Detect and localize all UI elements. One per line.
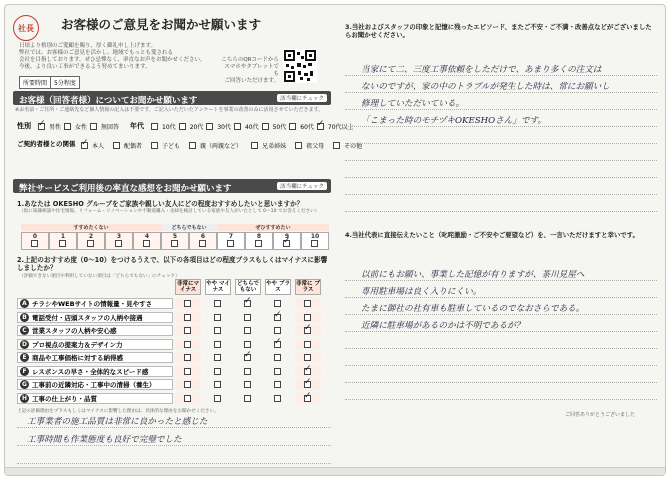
- age-option: 10代: [162, 123, 176, 131]
- gender-checkbox[interactable]: [38, 123, 45, 130]
- ruled-line: [345, 177, 657, 178]
- q2-item-label: 営業スタッフの人柄や安心感: [32, 327, 117, 335]
- age-option: 50代: [272, 123, 287, 131]
- q2-rating-cell[interactable]: [175, 393, 201, 404]
- age-option: 60代: [300, 123, 314, 131]
- q2-rating-cell[interactable]: [265, 393, 291, 404]
- q2-rating-cell[interactable]: [235, 366, 261, 377]
- survey-sheet: [4, 4, 666, 476]
- q2-footnote: 上記の評価理由をプラスもしくはマイナスに影響した理由は、具体的な理由をお聞かせください。: [17, 409, 219, 414]
- q2-item-row: [17, 312, 173, 323]
- age-option: 70代以上: [327, 123, 354, 131]
- nps-option-label: 7: [228, 233, 234, 240]
- intro-line: 今後、より良い工事ができるよう努めてまいります。: [19, 64, 151, 70]
- q2-rating-checkbox[interactable]: [274, 354, 281, 361]
- q2-item-label: レスポンスの早さ・全体的なスピード感: [32, 367, 149, 376]
- ruled-line: [345, 331, 657, 332]
- handwritten-answer-line: 以前にもお願い、事業した記憶が有りますが、茶川見屋へ: [361, 270, 585, 280]
- q2-item-row: [17, 379, 173, 390]
- age-option: 40代: [244, 123, 259, 131]
- nps-option-4[interactable]: [133, 232, 161, 250]
- ruled-line: [345, 160, 657, 161]
- check-note: 該当欄にチェック: [277, 182, 327, 190]
- q2-rating-cell[interactable]: [295, 339, 321, 350]
- q2-rating-cell[interactable]: [175, 366, 201, 377]
- q2-rating-checkbox[interactable]: [244, 300, 251, 307]
- nps-option-10[interactable]: [301, 232, 329, 250]
- nps-option-8[interactable]: [245, 232, 273, 250]
- ruled-line: [345, 399, 657, 400]
- age-checkbox[interactable]: [234, 123, 241, 130]
- nps-checkbox[interactable]: [227, 240, 234, 247]
- q2-rating-checkbox[interactable]: [214, 368, 221, 375]
- ruled-line: [345, 126, 657, 127]
- customer-section-header: [13, 91, 331, 105]
- age-checkbox[interactable]: [179, 123, 186, 130]
- age-checkbox[interactable]: [317, 123, 324, 130]
- q2-rating-cell[interactable]: [295, 352, 321, 363]
- nps-option-0[interactable]: [21, 232, 49, 250]
- ruled-line: [345, 75, 657, 76]
- relation-row: [17, 139, 362, 150]
- q2-rating-checkbox[interactable]: [244, 341, 251, 348]
- handwritten-answer-line: 近隣に駐車場があるのかは不明であるが？: [361, 321, 525, 331]
- q2-rating-checkbox[interactable]: [304, 395, 311, 402]
- q2-rating-cell[interactable]: [205, 325, 231, 336]
- q2-rating-checkbox[interactable]: [244, 354, 251, 361]
- q2-item-label: チラシやWEBサイトの情報量・見やすさ: [32, 300, 153, 308]
- q2-rating-checkbox[interactable]: [184, 368, 191, 375]
- q2-rating-cell[interactable]: [265, 379, 291, 390]
- q2-rating-checkbox[interactable]: [214, 395, 221, 402]
- age-checkbox[interactable]: [289, 123, 296, 130]
- handwritten-answer-line: 「こまった時のモチヅキOKESHOさん」です。: [361, 116, 547, 126]
- ruled-line: [345, 92, 657, 93]
- ruled-line: [345, 314, 657, 315]
- president-stamp: [13, 15, 39, 41]
- q2-rating-cell[interactable]: [295, 312, 321, 323]
- q2-rating-checkbox[interactable]: [304, 368, 311, 375]
- q2-rating-cell[interactable]: [175, 325, 201, 336]
- nps-option-3[interactable]: [105, 232, 133, 250]
- qr-code-icon[interactable]: [283, 49, 317, 83]
- relation-checkbox[interactable]: [81, 142, 88, 149]
- q2-rating-checkbox[interactable]: [304, 300, 311, 307]
- q2-rating-checkbox[interactable]: [184, 314, 191, 321]
- q2-text: 2.上記のおすすめ度（0〜10）をつけるうえで、以下の各項目はどの程度プラスもしくはマイナスに影響しましたか？: [17, 256, 328, 272]
- nps-option-5[interactable]: [161, 232, 189, 250]
- age-checkbox[interactable]: [206, 123, 213, 130]
- age-checkbox[interactable]: [151, 123, 158, 130]
- relation-checkbox[interactable]: [295, 142, 302, 149]
- nps-scale: [21, 224, 329, 250]
- q2-rating-checkbox[interactable]: [184, 341, 191, 348]
- relation-label: ご契約者様との関係: [17, 140, 76, 148]
- q2-column-header: やや プラス: [266, 281, 290, 293]
- gender-checkbox[interactable]: [90, 123, 97, 130]
- relation-option: 子ども: [162, 143, 181, 150]
- q2-rating-checkbox[interactable]: [214, 354, 221, 361]
- relation-checkbox[interactable]: [189, 142, 196, 149]
- nps-option-label: 4: [144, 233, 150, 240]
- gender-checkbox[interactable]: [64, 123, 71, 130]
- handwritten-answer-line: 修理していただいている。: [361, 99, 465, 109]
- q2-rating-cell[interactable]: [235, 339, 261, 350]
- nps-option-label: 3: [116, 233, 122, 240]
- relation-option: その他: [344, 143, 363, 150]
- ruled-line: [17, 463, 331, 464]
- intro-text: [19, 43, 219, 71]
- q2-rating-checkbox[interactable]: [214, 381, 221, 388]
- q2-rating-checkbox[interactable]: [214, 300, 221, 307]
- gender-row: [17, 121, 354, 131]
- q2-rating-cell[interactable]: [235, 352, 261, 363]
- nps-cells: [21, 232, 329, 250]
- gender-option: 女性: [75, 123, 88, 131]
- relation-option: 本人: [92, 143, 105, 150]
- q2-item-label: 商品や工事価格に対する納得感: [32, 354, 123, 362]
- gender-option: 男性: [49, 123, 62, 131]
- q2-rating-cell[interactable]: [175, 298, 201, 309]
- q2-item-row: [17, 352, 173, 363]
- ruled-line: [345, 143, 657, 144]
- q2-rating-cell[interactable]: [265, 352, 291, 363]
- q2-rating-checkbox[interactable]: [304, 341, 311, 348]
- qr-caption: [219, 57, 279, 85]
- q2-rating-checkbox[interactable]: [304, 327, 311, 334]
- q2-rating-cell[interactable]: [295, 325, 321, 336]
- nps-checkbox[interactable]: [87, 240, 94, 247]
- relation-option: 配偶者: [124, 143, 143, 150]
- nps-option-6[interactable]: [189, 232, 217, 250]
- nps-option-label: 1: [60, 233, 66, 240]
- customer-section-title: お客様（回答者様）についてお聞かせ願います: [19, 96, 198, 106]
- age-checkbox[interactable]: [262, 123, 269, 130]
- qr-line: こちらのQRコードから: [221, 57, 279, 63]
- handwritten-answer-line: 工事時間も作業態度も良好で完璧でした: [27, 435, 182, 445]
- ruled-line: [345, 365, 657, 366]
- relation-option: 祖父母: [306, 143, 325, 150]
- relation-checkbox[interactable]: [151, 142, 158, 149]
- time-badge: [19, 76, 80, 89]
- q2-rating-checkbox[interactable]: [214, 327, 221, 334]
- q2-rating-cell[interactable]: [265, 298, 291, 309]
- q2-rating-cell[interactable]: [235, 325, 261, 336]
- q2-item-letter: D: [20, 340, 29, 349]
- q2-item-letter: A: [20, 299, 29, 308]
- q2-rating-checkbox[interactable]: [274, 327, 281, 334]
- nps-checkbox[interactable]: [311, 240, 318, 247]
- nps-checkbox[interactable]: [171, 240, 178, 247]
- nps-checkbox[interactable]: [115, 240, 122, 247]
- q2-item-row: [17, 325, 173, 336]
- q2-rating-checkbox[interactable]: [184, 327, 191, 334]
- relation-option: 親（両親など）: [200, 143, 243, 150]
- nps-checkbox[interactable]: [255, 240, 262, 247]
- ruled-line: [345, 348, 657, 349]
- q2-column-header: どちらでもない: [235, 279, 261, 295]
- q2-rating-cell[interactable]: [205, 339, 231, 350]
- service-section-header: [13, 179, 331, 193]
- q2-rating-checkbox[interactable]: [304, 381, 311, 388]
- q2-item-letter: H: [21, 394, 28, 402]
- q2-rating-cell[interactable]: [235, 379, 261, 390]
- q2-rating-cell[interactable]: [235, 393, 261, 404]
- q2-rating-cell[interactable]: [175, 352, 201, 363]
- q2-item-label: 工事の仕上がり・品質: [32, 394, 97, 403]
- nps-option-label: 10: [310, 233, 320, 240]
- q2-column-header: 非常に プラス: [296, 281, 320, 293]
- ruled-line: [345, 194, 657, 195]
- q1-subtext: （仮に知識相談や住宅情報、リフォーム・リノベーションや不動産購入・売却を検討している家族や友人がいたとして 0〜10 でお答えください）: [19, 209, 320, 214]
- q2-rating-checkbox[interactable]: [274, 395, 281, 402]
- nps-label-mid: どちらでもない: [161, 224, 217, 231]
- q2-rating-cell[interactable]: [265, 325, 291, 336]
- q2-item-letter: E: [20, 353, 29, 362]
- q2-rating-cell[interactable]: [175, 339, 201, 350]
- privacy-note: ※お名前・ご住所・ご連絡先など個人情報の記入は不要です。ご記入いただいたアンケートを事業の改善のみに活用させていただきます。: [15, 107, 324, 113]
- age-label: 年代: [130, 122, 145, 130]
- q2-rating-cell[interactable]: [205, 298, 231, 309]
- page-title: お客様のご意見をお聞かせ願います: [61, 17, 262, 32]
- nps-option-label: 0: [32, 233, 38, 240]
- q2-rating-checkbox[interactable]: [244, 381, 251, 388]
- age-option: 30代: [217, 123, 231, 131]
- q2-rating-cell[interactable]: [265, 312, 291, 323]
- q2-item-row: [17, 393, 173, 404]
- qr-line: スマホやタブレットでも: [224, 64, 279, 77]
- q2-item-letter: C: [20, 326, 29, 335]
- intro-line: 会社を目指しております。ぜひ忌憚なく、率直なお声をお聞かせください。: [19, 57, 206, 63]
- nps-option-7[interactable]: [217, 232, 245, 250]
- nps-option-2[interactable]: [77, 232, 105, 250]
- q2-rating-cell[interactable]: [295, 379, 321, 390]
- ruled-line: [345, 211, 657, 212]
- q2-item-row: [17, 366, 173, 377]
- q2-column-header: やや マイナス: [206, 281, 230, 293]
- nps-label-low: すすめたくない: [21, 224, 161, 231]
- handwritten-answer-line: たまに御社の社有車も駐車しているのでなおさらである。: [361, 304, 585, 314]
- qr-line: ご回答いただけます。: [224, 78, 279, 84]
- q2-rating-cell[interactable]: [175, 379, 201, 390]
- q2-rating-checkbox[interactable]: [214, 341, 221, 348]
- handwritten-answer-line: 当家にて二、三度工事依頼をしただけで、あまり多くの注文は: [361, 65, 602, 75]
- q2-rating-checkbox[interactable]: [304, 354, 311, 361]
- ruled-line: [345, 382, 657, 383]
- gender-option: 無回答: [101, 123, 120, 131]
- stamp-text: 社長: [18, 23, 34, 33]
- q4-text: 4.当社代表に直接伝えたいこと（叱咤激励・ご不安やご要望など）を、一言いただけますと幸いです。: [345, 231, 639, 239]
- q2-rating-checkbox[interactable]: [274, 314, 281, 321]
- q2-rating-cell[interactable]: [205, 312, 231, 323]
- bottom-border: [5, 467, 665, 475]
- q2-rating-cell[interactable]: [295, 393, 321, 404]
- q2-rating-checkbox[interactable]: [244, 327, 251, 334]
- nps-checkbox[interactable]: [31, 240, 38, 247]
- nps-option-9[interactable]: [273, 232, 301, 250]
- q2-item-label: 電話受付・店頭スタッフの人柄や接遇: [32, 313, 143, 322]
- relation-checkbox[interactable]: [113, 142, 120, 149]
- q1-text: 1.あなたは OKESHO グループをご家族や親しい友人にどの程度おすすめしたいと思いますか？: [17, 200, 304, 208]
- relation-checkbox[interactable]: [251, 142, 258, 149]
- q2-rating-cell[interactable]: [205, 352, 231, 363]
- q2-rating-cell[interactable]: [295, 298, 321, 309]
- q2-rating-checkbox[interactable]: [244, 395, 251, 402]
- q2-rating-checkbox[interactable]: [184, 354, 191, 361]
- nps-option-1[interactable]: [49, 232, 77, 250]
- q2-rating-cell[interactable]: [175, 312, 201, 323]
- q2-rating-cell[interactable]: [205, 379, 231, 390]
- intro-line: 弊社では、お客様のご意見を活かし、地域でもっとも愛される: [19, 50, 174, 56]
- ruled-line: [17, 427, 331, 428]
- q2-rating-cell[interactable]: [235, 298, 261, 309]
- ruled-line: [345, 297, 657, 298]
- q2-rating-checkbox[interactable]: [274, 368, 281, 375]
- q2-item-label: プロ視点の提案力＆デザイン力: [32, 340, 123, 349]
- q2-rating-cell[interactable]: [205, 393, 231, 404]
- q2-rating-cell[interactable]: [265, 366, 291, 377]
- relation-option: 兄弟姉妹: [262, 143, 287, 150]
- handwritten-answer-line: ないのですが、家の中のトラブルが発生した時は、常にお願いし: [361, 82, 610, 92]
- nps-option-label: 5: [172, 233, 178, 240]
- q2-rating-checkbox[interactable]: [274, 341, 281, 348]
- thanks-footer: ご回答ありがとうございました: [565, 412, 636, 418]
- gender-label: 性別: [17, 122, 31, 130]
- q2-rating-checkbox[interactable]: [214, 314, 221, 321]
- intro-line: 日頃より格別のご愛顧を賜り、厚く御礼申し上げます。: [19, 43, 157, 49]
- q3-text: 3.当社およびスタッフの印象と記憶に残ったエピソード、またご不安・ご不満・改善点などがございましたらお聞かせください。: [345, 23, 652, 39]
- q2-rating-cell[interactable]: [235, 312, 261, 323]
- q2-rating-checkbox[interactable]: [184, 300, 191, 307]
- age-option: 20代: [189, 123, 204, 131]
- q2-item-letter: G: [20, 380, 29, 389]
- q2-item-label: 工事前の近隣対応・工事中の清掃（養生）: [32, 381, 156, 389]
- q2-item-letter: F: [20, 367, 29, 376]
- ruled-line: [345, 280, 657, 281]
- check-note: 該当欄にチェック: [277, 94, 327, 102]
- q2-rating-checkbox[interactable]: [304, 314, 311, 321]
- nps-option-label: 6: [200, 233, 206, 240]
- nps-label-high: ぜひすすめたい: [217, 224, 329, 231]
- ruled-line: [345, 109, 657, 110]
- q2-rating-cell[interactable]: [295, 366, 321, 377]
- handwritten-answer-line: 工事業者の施工品質は非常に良かったと感じた: [27, 417, 208, 427]
- service-section-title: 弊社サービスご利用後の率直な感想をお聞かせ願います: [19, 184, 232, 194]
- q2-rating-cell[interactable]: [265, 339, 291, 350]
- nps-option-label: 8: [256, 233, 262, 240]
- handwritten-answer-line: 専用駐車場は良く入りにくい。: [361, 287, 482, 297]
- nps-checkbox[interactable]: [59, 240, 66, 247]
- q2-rating-checkbox[interactable]: [244, 314, 251, 321]
- nps-checkbox[interactable]: [143, 240, 150, 247]
- relation-checkbox[interactable]: [333, 142, 340, 149]
- q2-column-header: 非常にマイナス: [176, 281, 199, 293]
- nps-option-label: 2: [88, 233, 94, 240]
- q2-rating-checkbox[interactable]: [274, 381, 281, 388]
- q2-subtext: （評価できない項目や利用していない項目は「どちらでもない」にチェック）: [19, 274, 180, 279]
- time-value: 5分程度: [51, 76, 80, 89]
- q2-item-row: [17, 298, 173, 309]
- q2-rating-checkbox[interactable]: [184, 395, 191, 402]
- nps-checkbox[interactable]: [283, 240, 290, 247]
- time-label: 所要時間: [19, 76, 51, 89]
- ruled-line: [17, 445, 331, 446]
- q2-rating-cell[interactable]: [205, 366, 231, 377]
- q2-item-letter: B: [20, 313, 29, 322]
- q2-rating-checkbox[interactable]: [274, 300, 281, 307]
- nps-checkbox[interactable]: [199, 240, 206, 247]
- q2-rating-checkbox[interactable]: [244, 368, 251, 375]
- q2-rating-checkbox[interactable]: [184, 381, 191, 388]
- q2-item-row: [17, 339, 173, 350]
